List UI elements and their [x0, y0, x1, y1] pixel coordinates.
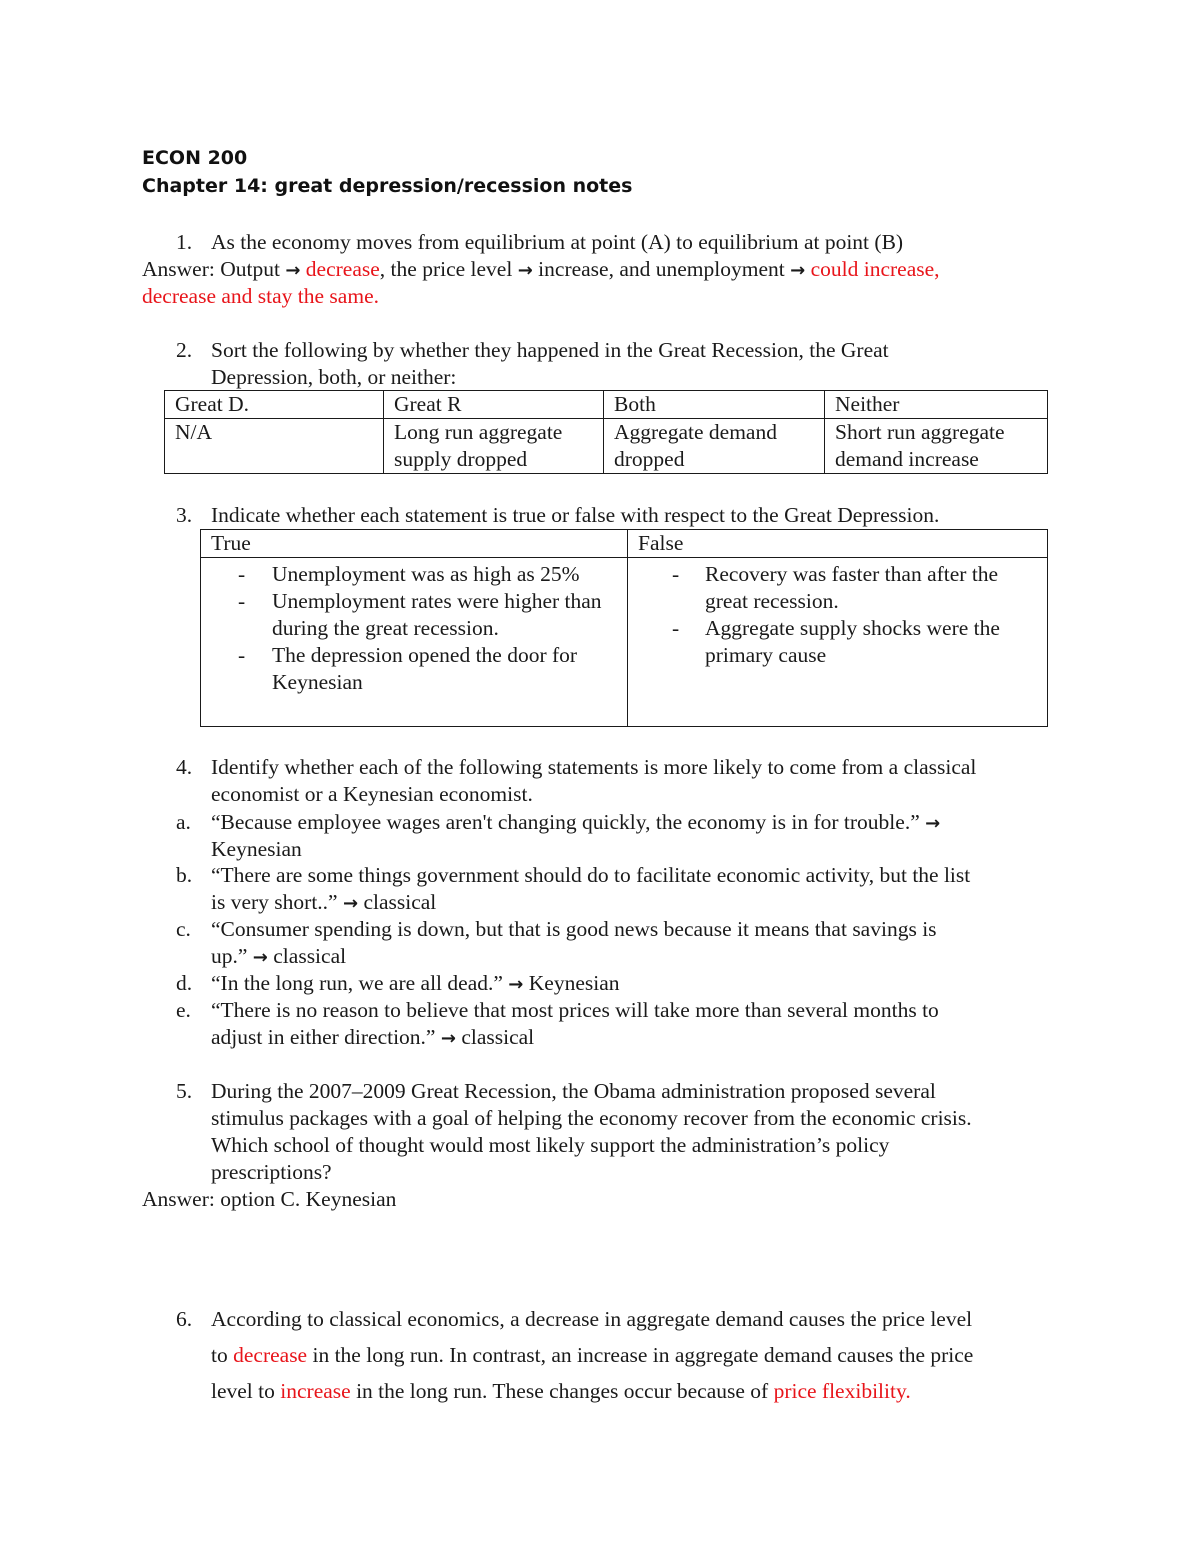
- q5-line: Which school of thought would most likely support the administration’s policy: [211, 1133, 890, 1157]
- q1-output-answer: decrease: [305, 257, 380, 281]
- list-item: - Aggregate supply shocks were the primary cause: [672, 616, 1000, 667]
- q4-item-b-line2: is very short..” → classical: [211, 890, 437, 914]
- table-cell: N/A: [165, 419, 384, 474]
- table-cell: Short run aggregate demand increase: [825, 419, 1048, 474]
- q5-number: 5.: [176, 1079, 193, 1103]
- q3-true-false-table: [200, 529, 1048, 727]
- q2-question-line2: Depression, both, or neither:: [211, 365, 457, 389]
- q1-unemployment-answer-2: decrease and stay the same.: [142, 284, 379, 308]
- q1-number: 1.: [176, 230, 193, 254]
- q1-price-answer: increase, and unemployment: [532, 257, 791, 281]
- chapter-title: Chapter 14: great depression/recession notes: [142, 175, 633, 197]
- q2-number: 2.: [176, 338, 193, 362]
- q4-item-b-line1: “There are some things government should do to facilitate economic activity, but the list: [211, 863, 971, 887]
- q1-answer-prefix: Answer: Output: [142, 257, 286, 281]
- table-row: [201, 558, 1048, 727]
- arrow-icon: →: [440, 1028, 456, 1049]
- arrow-icon: →: [925, 813, 941, 834]
- arrow-icon: →: [508, 974, 524, 995]
- q2-question-line1: Sort the following by whether they happened in the Great Recession, the Great: [211, 338, 889, 362]
- arrow-icon: →: [252, 947, 268, 968]
- list-item: - Recovery was faster than after the great recession.: [672, 562, 999, 613]
- q6-number: 6.: [176, 1307, 193, 1331]
- q4-question-line1: Identify whether each of the following statements is more likely to come from a classical: [211, 755, 977, 779]
- q4-item-letter: b.: [176, 863, 193, 887]
- q5-line: During the 2007–2009 Great Recession, the Obama administration proposed several: [211, 1079, 936, 1103]
- q4-item-e-line1: “There is no reason to believe that most prices will take more than several months to: [211, 998, 939, 1022]
- table-cell: Aggregate demand dropped: [604, 419, 825, 474]
- true-header: True: [201, 530, 628, 558]
- table-header-cell: Great R: [384, 391, 604, 419]
- table-header-cell: Great D.: [165, 391, 384, 419]
- q6-line1: According to classical economics, a decrease in aggregate demand causes the price level: [211, 1307, 973, 1331]
- table-header-row: [165, 391, 1048, 419]
- list-item: - Unemployment was as high as 25%: [238, 562, 580, 586]
- q5-line: stimulus packages with a goal of helping the economy recover from the economic crisis.: [211, 1106, 972, 1130]
- q4-question-line2: economist or a Keynesian economist.: [211, 782, 533, 806]
- q4-item-e-line2: adjust in either direction.” → classical: [211, 1025, 535, 1049]
- true-cell: [201, 558, 628, 727]
- list-item: - Unemployment rates were higher than during the great recession.: [238, 589, 602, 640]
- q1-mid-text: , the price level: [379, 257, 518, 281]
- arrow-icon: →: [285, 260, 301, 281]
- list-item: - The depression opened the door for Keynesian: [238, 643, 578, 694]
- q4-item-letter: c.: [176, 917, 191, 941]
- q4-item-c-line2: up.” → classical: [211, 944, 347, 968]
- q4-item-a-line2: Keynesian: [211, 837, 302, 861]
- q6-line2: to decrease in the long run. In contrast, an increase in aggregate demand causes the price: [211, 1343, 974, 1367]
- false-header: False: [628, 530, 1048, 558]
- table-cell: Long run aggregate supply dropped: [384, 419, 604, 474]
- table-row: [165, 419, 1048, 474]
- table-header-row: [201, 530, 1048, 558]
- table-header-cell: Both: [604, 391, 825, 419]
- q1-question: As the economy moves from equilibrium at point (A) to equilibrium at point (B): [211, 230, 904, 254]
- q4-item-letter: a.: [176, 810, 191, 834]
- q5-line: prescriptions?: [211, 1160, 332, 1184]
- q1-unemployment-answer-1: could increase,: [810, 257, 940, 281]
- arrow-icon: →: [790, 260, 806, 281]
- q3-question: Indicate whether each statement is true or false with respect to the Great Depression.: [211, 503, 940, 527]
- q5-answer: Answer: option C. Keynesian: [142, 1187, 397, 1211]
- q4-number: 4.: [176, 755, 193, 779]
- table-header-cell: Neither: [825, 391, 1048, 419]
- q4-item-c-line1: “Consumer spending is down, but that is good news because it means that savings is: [211, 917, 937, 941]
- q4-item-letter: e.: [176, 998, 191, 1022]
- q3-number: 3.: [176, 503, 193, 527]
- q6-increase-answer: increase: [280, 1379, 351, 1403]
- q2-sort-table: [164, 390, 1048, 474]
- q4-item-letter: d.: [176, 971, 193, 995]
- arrow-icon: →: [517, 260, 533, 281]
- q1-answer-line1: [142, 256, 1062, 284]
- q4-item-d-line1: “In the long run, we are all dead.” → Keynesian: [211, 971, 620, 995]
- arrow-icon: →: [342, 893, 359, 914]
- q6-line3: level to increase in the long run. These changes occur because of price flexibility.: [211, 1379, 911, 1403]
- false-cell: [628, 558, 1048, 727]
- q6-decrease-answer: decrease: [233, 1343, 308, 1367]
- q6-price-flexibility-answer: price flexibility.: [773, 1379, 911, 1403]
- q4-item-a-line1: “Because employee wages aren't changing quickly, the economy is in for trouble.” →: [211, 810, 941, 834]
- course-title: ECON 200: [142, 147, 248, 169]
